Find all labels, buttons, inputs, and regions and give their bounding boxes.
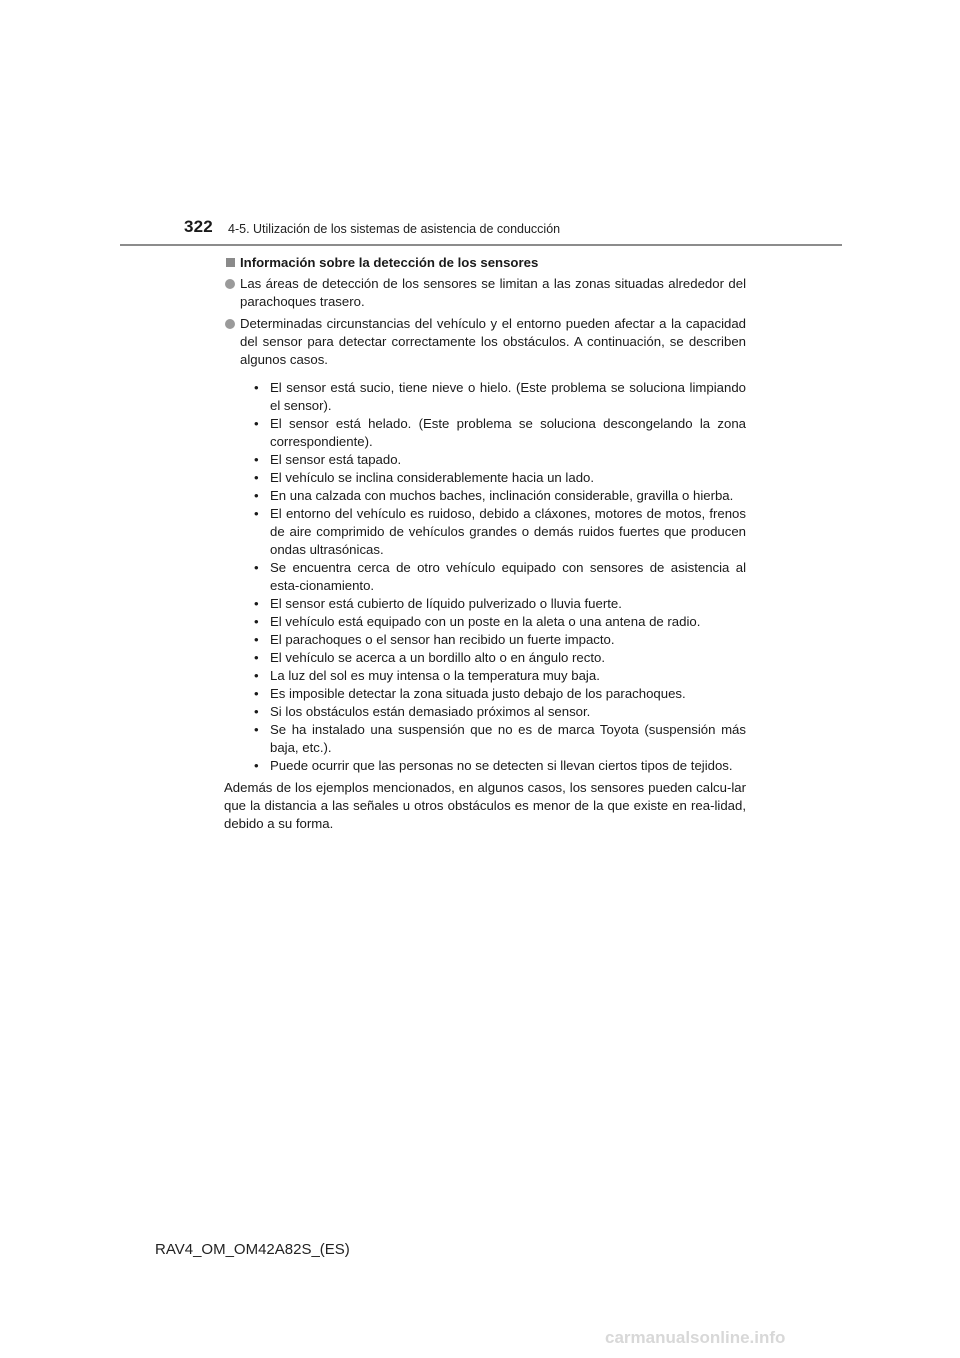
condition-text: El vehículo se inclina considerablemente hacia un lado.	[270, 470, 595, 485]
bullet-dot-icon: •	[254, 722, 259, 737]
condition-item	[240, 703, 746, 721]
bullet-dot-icon: •	[254, 470, 259, 485]
bullet-dot-icon: •	[254, 758, 259, 773]
condition-item	[240, 595, 746, 613]
bullet-dot-icon: •	[254, 686, 259, 701]
bullet-dot-icon: •	[254, 650, 259, 665]
condition-text: En una calzada con muchos baches, inclinación considerable, gravilla o hierba.	[270, 488, 734, 503]
condition-text: Se encuentra cerca de otro vehículo equipado con sensores de asistencia al esta-cionamiento.	[270, 560, 746, 593]
condition-text: La luz del sol es muy intensa o la temperatura muy baja.	[270, 668, 600, 683]
condition-item	[240, 649, 746, 667]
manual-code: RAV4_OM_OM42A82S_(ES)	[155, 1241, 350, 1258]
bullet-dot-icon: •	[254, 560, 259, 575]
bullet-dot-icon: •	[254, 632, 259, 647]
condition-text: Es imposible detectar la zona situada justo debajo de los parachoques.	[270, 686, 686, 701]
condition-item	[240, 469, 746, 487]
closing-note: Además de los ejemplos mencionados, en algunos casos, los sensores pueden calcu-lar que la distancia a las señales u otros obstáculos es menor de la que existe en rea-lidad, debido a su forma.	[224, 780, 746, 831]
circle-item-text: Determinadas circunstancias del vehículo y el entorno pueden afectar a la capacidad del sensor para detectar correctamente los obstáculos. A continuación, se describen algunos casos.	[240, 316, 746, 367]
main-content	[224, 254, 746, 833]
bullet-dot-icon: •	[254, 452, 259, 467]
condition-item	[240, 451, 746, 469]
bullet-dot-icon: •	[254, 416, 259, 431]
section-heading-text: Información sobre la detección de los sensores	[240, 255, 539, 270]
bullet-dot-icon: •	[254, 380, 259, 395]
condition-text: El sensor está sucio, tiene nieve o hielo. (Este problema se soluciona limpiando el sensor).	[270, 380, 746, 413]
circle-bullet-icon	[225, 319, 235, 329]
page-number: 322	[184, 217, 213, 236]
condition-text: El parachoques o el sensor han recibido un fuerte impacto.	[270, 632, 615, 647]
condition-text: El entorno del vehículo es ruidoso, debido a cláxones, motores de motos, frenos de aire comprimido de vehículos grandes o demás ruidos fuertes que producen ondas ultrasónicas.	[270, 506, 746, 557]
bullet-dot-icon: •	[254, 668, 259, 683]
condition-list	[240, 379, 746, 775]
bullet-dot-icon: •	[254, 488, 259, 503]
watermark: carmanualsonline.info	[605, 1328, 786, 1347]
bullet-dot-icon: •	[254, 596, 259, 611]
condition-text: Se ha instalado una suspensión que no es de marca Toyota (suspensión más baja, etc.).	[270, 722, 746, 755]
condition-item	[240, 379, 746, 415]
condition-item	[240, 505, 746, 559]
condition-text: Puede ocurrir que las personas no se detecten si llevan ciertos tipos de tejidos.	[270, 758, 733, 773]
circle-item-text: Las áreas de detección de los sensores se limitan a las zonas situadas alrededor del parachoques trasero.	[240, 276, 746, 309]
circle-item	[224, 275, 746, 311]
condition-item	[240, 415, 746, 451]
condition-item	[240, 613, 746, 631]
bullet-dot-icon: •	[254, 614, 259, 629]
chapter-title: 4-5. Utilización de los sistemas de asistencia de conducción	[228, 222, 561, 236]
condition-text: El sensor está helado. (Este problema se soluciona descongelando la zona correspondiente).	[270, 416, 746, 449]
header-rule	[120, 244, 842, 246]
condition-item	[240, 721, 746, 757]
circle-item	[224, 315, 746, 775]
bullet-dot-icon: •	[254, 506, 259, 521]
condition-item	[240, 685, 746, 703]
condition-text: El vehículo está equipado con un poste en la aleta o una antena de radio.	[270, 614, 701, 629]
condition-item	[240, 667, 746, 685]
section-heading	[224, 254, 746, 272]
condition-item	[240, 559, 746, 595]
condition-item	[240, 631, 746, 649]
condition-item	[240, 757, 746, 775]
condition-text: El vehículo se acerca a un bordillo alto o en ángulo recto.	[270, 650, 606, 665]
bullet-dot-icon: •	[254, 704, 259, 719]
condition-text: Si los obstáculos están demasiado próximos al sensor.	[270, 704, 591, 719]
condition-item	[240, 487, 746, 505]
circle-bullet-icon	[225, 279, 235, 289]
condition-text: El sensor está cubierto de líquido pulverizado o lluvia fuerte.	[270, 596, 622, 611]
condition-text: El sensor está tapado.	[270, 452, 402, 467]
square-bullet-icon	[226, 258, 235, 267]
